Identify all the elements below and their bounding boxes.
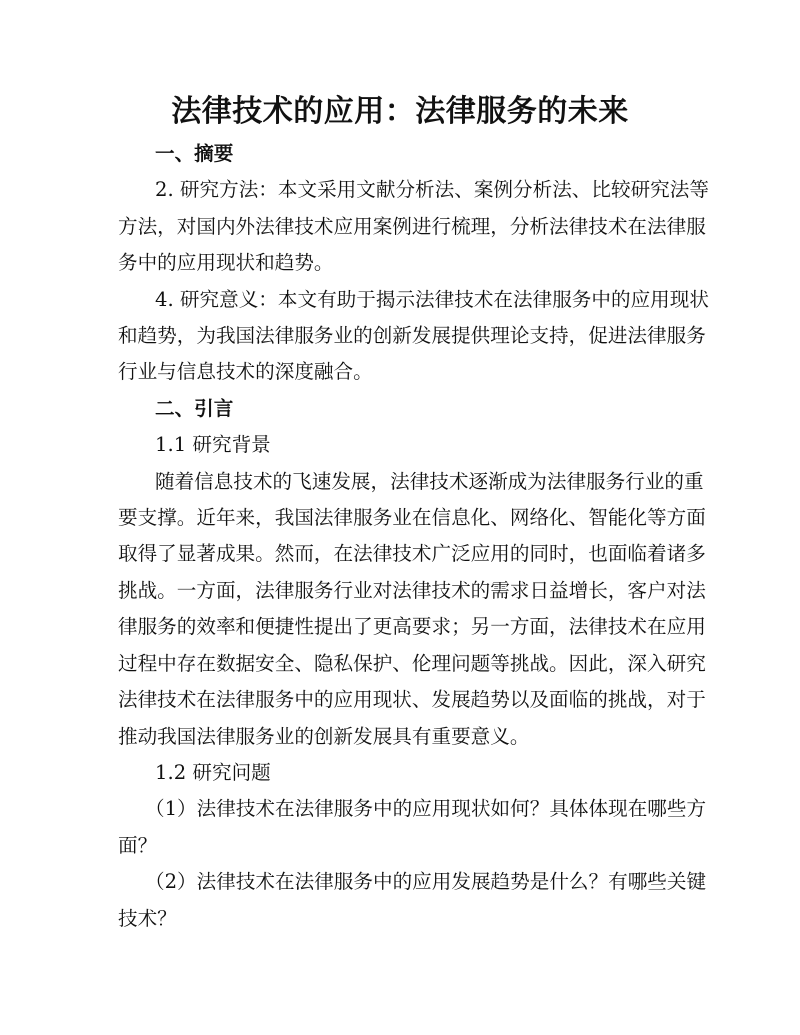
paragraph-line: 务中的应用现状和趋势。 — [118, 251, 334, 275]
paragraph-line: 要支撑。近年来，我国法律服务业在信息化、网络化、智能化等方面 — [118, 506, 706, 530]
document-title: 法律技术的应用：法律服务的未来 — [171, 94, 629, 129]
paragraph-line: 推动我国法律服务业的创新发展具有重要意义。 — [118, 724, 530, 748]
paragraph-line: 过程中存在数据安全、隐私保护、伦理问题等挑战。因此，深入研究 — [118, 651, 706, 675]
paragraph-line: 4. 研究意义：本文有助于揭示法律技术在法律服务中的应用现状 — [155, 287, 709, 311]
question-line: （2）法律技术在法律服务中的应用发展趋势是什么？有哪些关键 — [145, 870, 707, 894]
paragraph-line: 和趋势，为我国法律服务业的创新发展提供理论支持，促进法律服务 — [118, 324, 706, 348]
paragraph-line: 2. 研究方法：本文采用文献分析法、案例分析法、比较研究法等 — [155, 178, 709, 202]
question-line: 面？ — [118, 833, 158, 857]
paragraph-line: 随着信息技术的飞速发展，法律技术逐渐成为法律服务行业的重 — [155, 469, 704, 493]
paragraph-line: 律服务的效率和便捷性提出了更高要求；另一方面，法律技术在应用 — [118, 615, 706, 639]
subsection-heading-background: 1.1 研究背景 — [155, 433, 271, 457]
paragraph-line: 法律技术在法律服务中的应用现状、发展趋势以及面临的挑战，对于 — [118, 688, 706, 712]
paragraph-line: 挑战。一方面，法律服务行业对法律技术的需求日益增长，客户对法 — [118, 578, 706, 602]
question-line: 技术？ — [118, 906, 177, 930]
paragraph-line: 方法，对国内外法律技术应用案例进行梳理，分析法律技术在法律服 — [118, 214, 706, 238]
paragraph-line: 行业与信息技术的深度融合。 — [118, 360, 373, 384]
paragraph-line: 取得了显著成果。然而，在法律技术广泛应用的同时，也面临着诸多 — [118, 542, 706, 566]
section-heading-introduction: 二、引言 — [155, 396, 234, 420]
section-heading-abstract: 一、摘要 — [155, 142, 234, 165]
subsection-heading-questions: 1.2 研究问题 — [155, 760, 271, 784]
question-line: （1）法律技术在法律服务中的应用现状如何？具体体现在哪些方 — [145, 797, 707, 821]
